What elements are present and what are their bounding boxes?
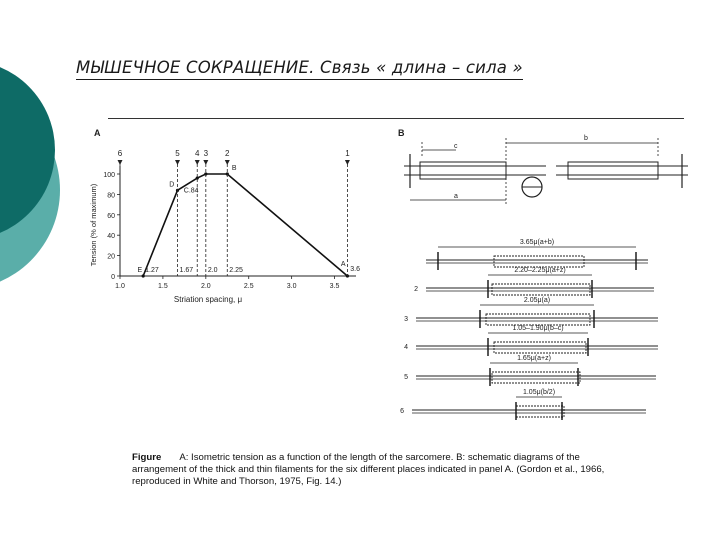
position-marker-label: 1 [345, 149, 350, 158]
x-tick-label: 1.0 [115, 283, 125, 290]
thick-filament [516, 406, 564, 417]
y-tick-label: 80 [107, 192, 115, 200]
position-arrow [175, 160, 180, 165]
dimension-label: 2.20–2.25μ(a+z) [514, 267, 566, 274]
position-marker-label: 4 [195, 149, 200, 158]
point-annotation: D [169, 181, 175, 189]
position-marker-label: 2 [225, 149, 230, 158]
dimension-label: 3.65μ(a+b) [519, 239, 555, 246]
position-marker-label: 3 [203, 149, 209, 158]
x-tick-label: 1.5 [158, 283, 168, 290]
position-marker-label: 5 [175, 149, 180, 158]
x-tick-label: 3.5 [329, 283, 340, 290]
row-number: 2 [414, 286, 418, 293]
title-divider [108, 118, 684, 119]
position-arrow [345, 160, 350, 165]
panel-a-label: A [94, 128, 101, 138]
position-arrow [118, 160, 123, 165]
point-annotation: A [340, 260, 346, 268]
point-annotation: 1.27 [145, 266, 159, 274]
caption-lead: Figure [132, 452, 162, 463]
filament-schematic [396, 128, 696, 436]
position-marker-label: 6 [117, 149, 123, 158]
slide-accent-decoration [0, 0, 80, 540]
point-annotation: E [137, 266, 143, 274]
panel-b-label: B [398, 128, 405, 138]
thick-filament [494, 256, 584, 267]
y-axis-label: Tension (% of maximum) [89, 183, 98, 267]
thick-filament [492, 284, 590, 295]
data-point [142, 274, 145, 277]
point-annotation: 1.67 [179, 266, 194, 274]
point-annotation: B [231, 164, 237, 172]
y-tick-label: 0 [111, 274, 115, 281]
point-annotation: 2.25 [229, 266, 243, 274]
y-tick-label: 40 [107, 233, 115, 241]
caption-text: A: Isometric tension as a function of the length of the sarcomere. B: schematic diagrams of the arrangement of the thick and thin filaments for the six different places indicated in panel A. (Gordon et al., 1966, reproduced in White and Thorson, 1975, Fig. 14.) [132, 452, 605, 488]
row-number: 3 [404, 316, 408, 323]
x-tick-label: 2.5 [243, 283, 254, 290]
y-tick-label: 100 [103, 172, 115, 179]
thick-filament [486, 314, 590, 325]
point-annotation: C.84 [183, 187, 199, 195]
point-annotation: 3.6 [350, 265, 361, 273]
row-number: 4 [404, 344, 408, 351]
dim-label-b: b [584, 135, 588, 142]
dimension-label: 1.05–1.90μ(b–c) [512, 325, 564, 332]
row-number: 6 [400, 408, 404, 415]
slide-title: МЫШЕЧНОЕ СОКРАЩЕНИЕ. Связь « длина – сила » [76, 58, 523, 80]
row-number: 5 [404, 374, 408, 381]
position-arrow [195, 160, 200, 165]
figure-caption [132, 452, 612, 489]
dim-label-c: c [454, 143, 458, 150]
x-tick-label: 2.0 [200, 283, 211, 290]
point-annotation: 2.0 [207, 266, 218, 274]
thick-filament [494, 342, 586, 353]
position-arrow [225, 160, 230, 165]
dimension-label: 1.65μ(a+z) [517, 355, 551, 362]
dimension-label: 1.05μ(b/2) [522, 389, 556, 396]
y-tick-label: 20 [107, 253, 115, 261]
length-tension-chart [86, 136, 376, 314]
thick-filament [492, 372, 580, 383]
tension-line [143, 174, 347, 276]
x-tick-label: 3.0 [286, 283, 297, 290]
dimension-label: 2.05μ(a) [523, 297, 551, 304]
dim-label-a: a [454, 193, 458, 200]
y-tick-label: 60 [107, 212, 115, 220]
x-axis-label: Striation spacing, μ [173, 295, 243, 304]
position-arrow [203, 160, 208, 165]
